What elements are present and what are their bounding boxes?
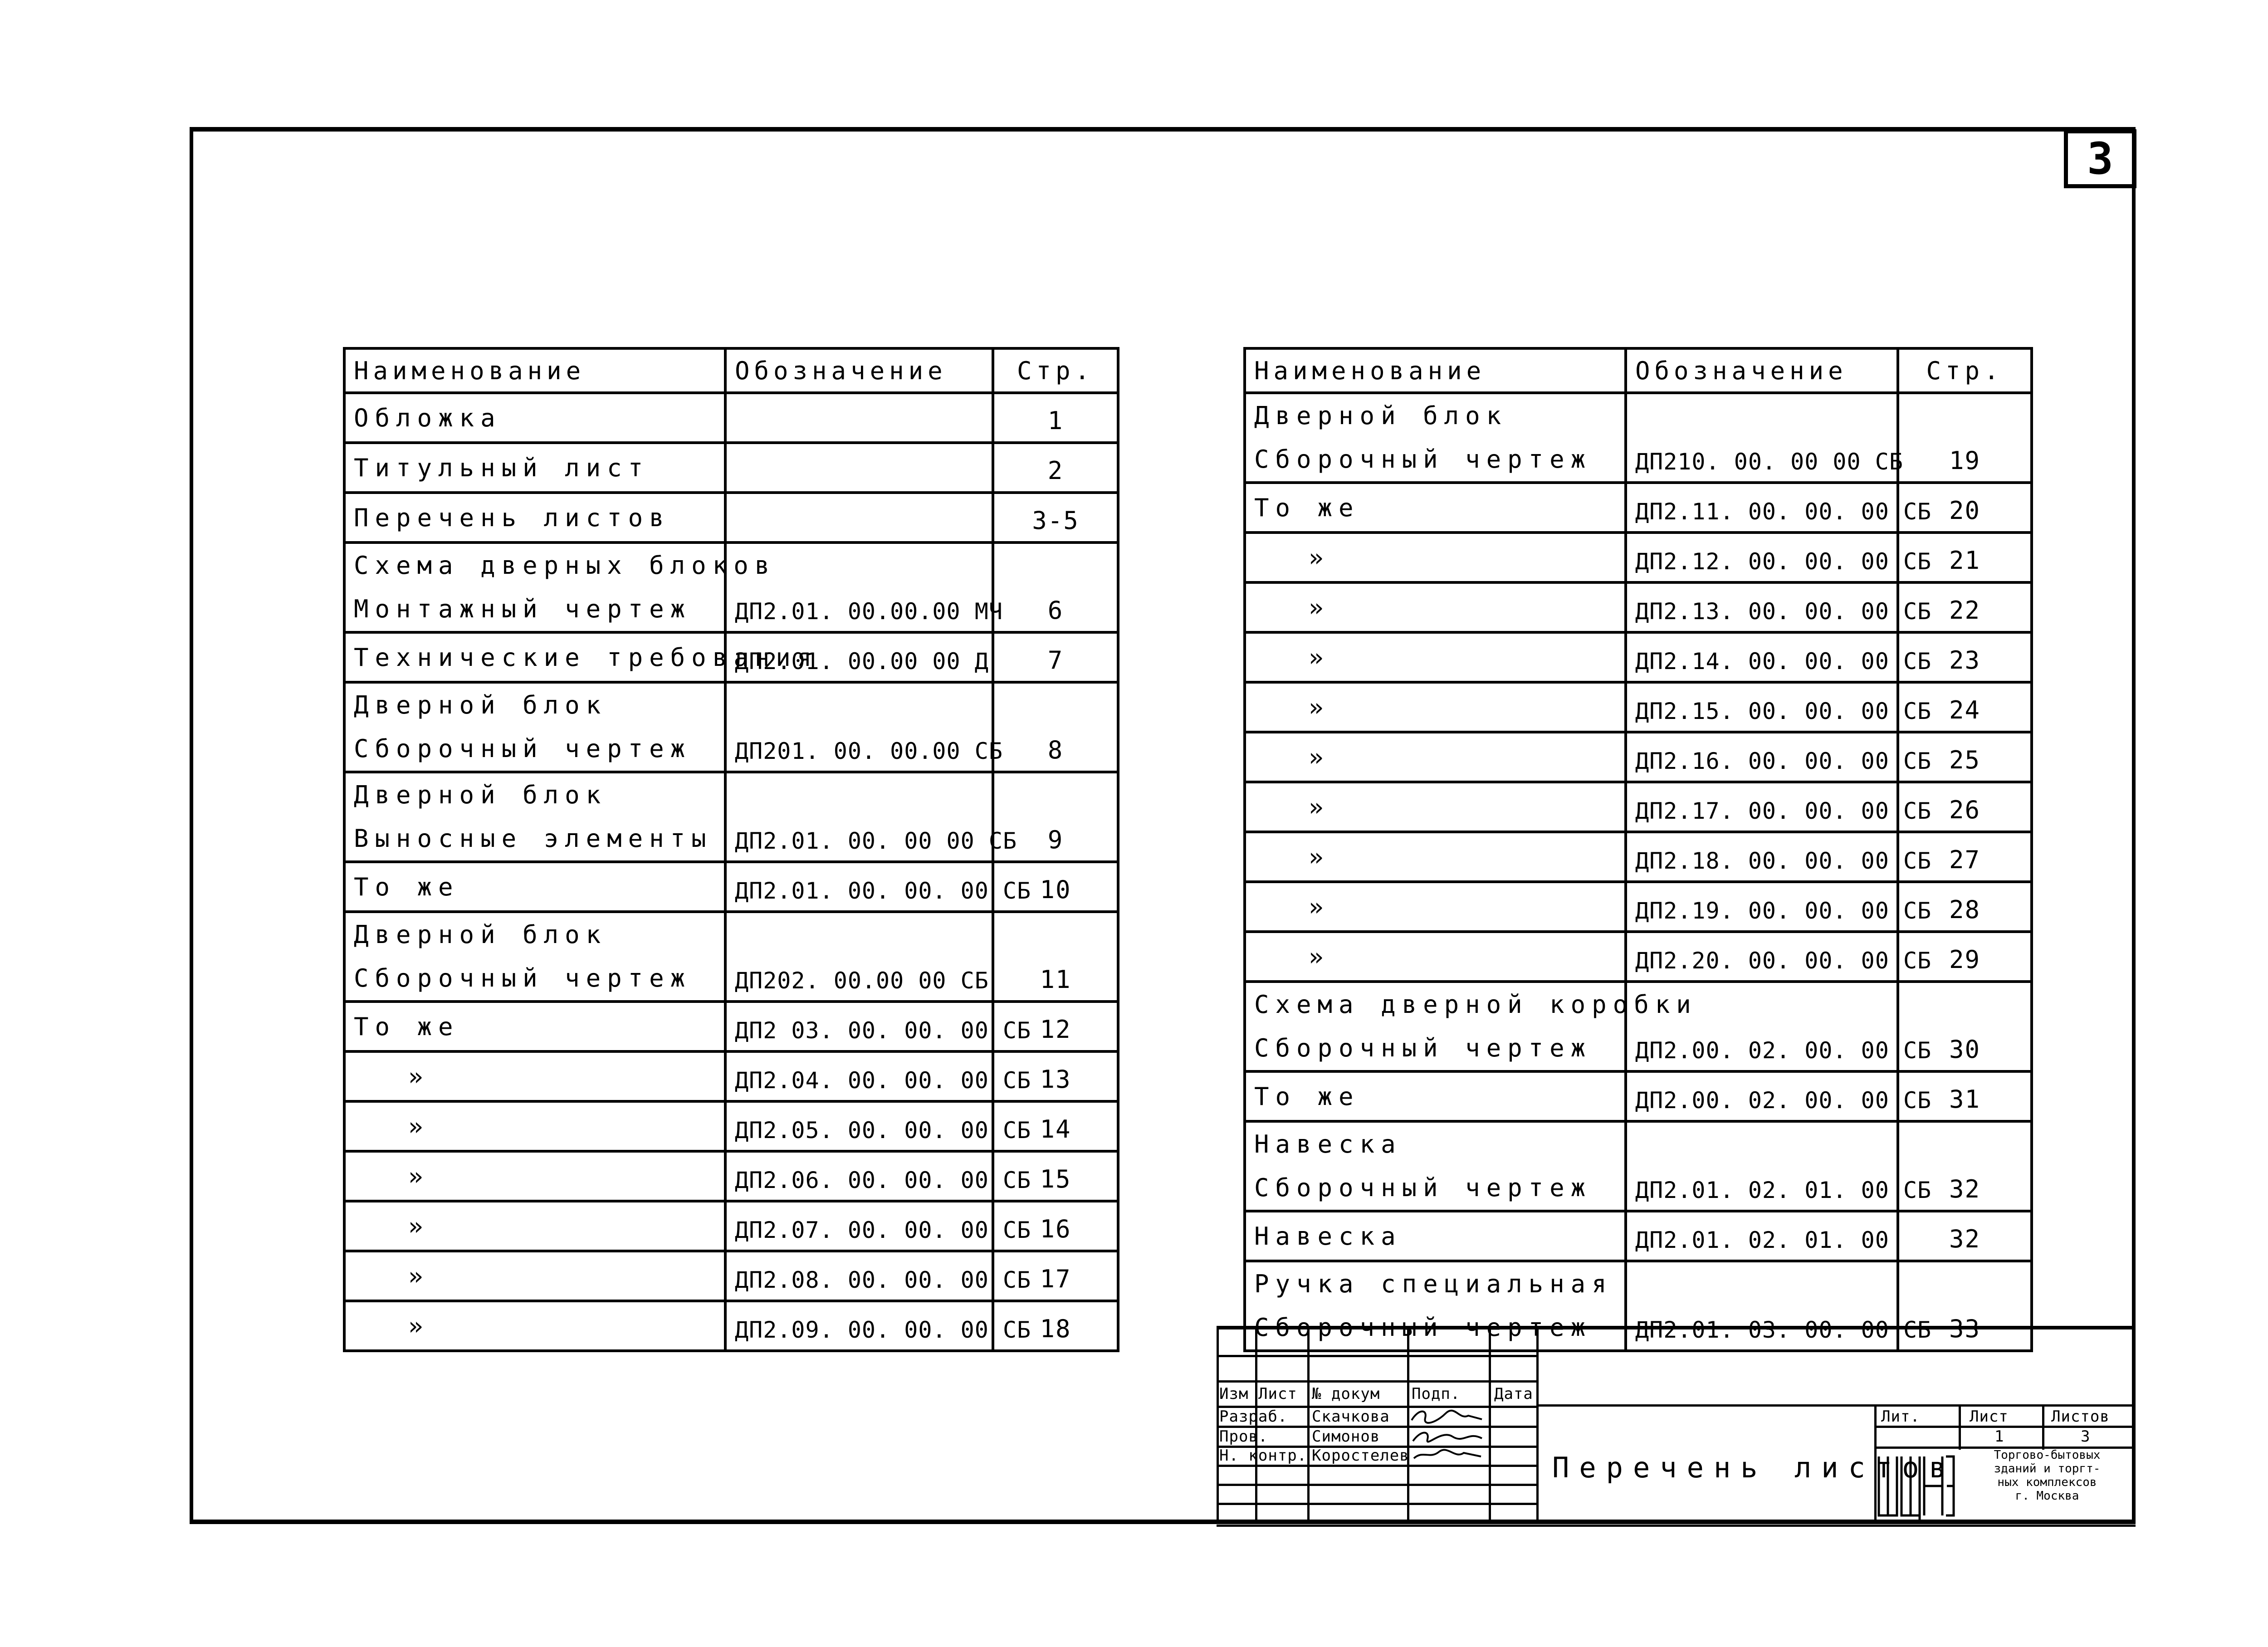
sheet-name-line: » — [1309, 842, 1330, 871]
sheet-name-line: » — [1309, 892, 1330, 921]
table-row — [1245, 533, 2032, 582]
sheet-name-line: Дверной блок — [1254, 401, 1508, 430]
page-number-cell: 25 — [1898, 732, 2032, 782]
designation-cell: ДП2.20. 00. 00. 00 СБ — [1626, 932, 1898, 982]
header-name: Наименование — [344, 348, 725, 393]
designation-cell: ДП2.04. 00. 00. 00 СБ — [725, 1051, 993, 1101]
table-row — [344, 772, 1118, 862]
sheet-name-cell — [344, 493, 725, 542]
sheet-name-line: » — [1309, 942, 1330, 971]
table-row — [344, 632, 1118, 682]
table-row — [1245, 1211, 2032, 1261]
table-row — [344, 1101, 1118, 1151]
designation-cell: ДП2.07. 00. 00. 00 СБ — [725, 1201, 993, 1251]
sheet-name-line: » — [408, 1212, 430, 1241]
designation-cell: ДП2.01. 00.00.00 МЧ — [725, 542, 993, 632]
page-number-cell: 23 — [1898, 632, 2032, 682]
header-page: Стр. — [993, 348, 1118, 393]
table-row — [344, 912, 1118, 1002]
sheet-name-line: Дверной блок — [354, 781, 607, 809]
sheet-label: Лист — [1970, 1408, 2009, 1426]
page-number-cell: 2 — [993, 443, 1118, 493]
sheet-name-cell — [344, 443, 725, 493]
sheet-name-line: Выносные элементы — [354, 824, 713, 853]
page-number-cell: 14 — [993, 1101, 1118, 1151]
page-number-cell: 7 — [993, 632, 1118, 682]
page-number-cell: 18 — [993, 1301, 1118, 1351]
sheet-name-line: » — [1309, 693, 1330, 722]
sheet-name-line: То же — [354, 1012, 459, 1041]
designation-cell: ДП2.06. 00. 00. 00 СБ — [725, 1151, 993, 1201]
sheet-name-line: » — [1309, 643, 1330, 672]
sheet-name-cell — [344, 912, 725, 1002]
table-row — [344, 1301, 1118, 1351]
sheet-name-line: Ручка специальная — [1254, 1270, 1613, 1298]
signature-norm-control — [1409, 1446, 1486, 1465]
designation-cell: ДП2.19. 00. 00. 00 СБ — [1626, 882, 1898, 932]
col-header-doc-number: № докум — [1312, 1385, 1380, 1403]
designation-cell: ДП2.13. 00. 00. 00 СБ — [1626, 582, 1898, 632]
sheet-name-cell — [1245, 1121, 1626, 1211]
sheet-name-cell — [344, 1002, 725, 1051]
designation-cell: ДП2.11. 00. 00. 00 СБ — [1626, 483, 1898, 533]
sheets-label: Листов — [2051, 1408, 2110, 1426]
table-row — [1245, 932, 2032, 982]
table-header-row — [1245, 348, 2032, 393]
sheet-name-line: » — [408, 1162, 430, 1191]
sheet-name-line: Сборочный чертеж — [354, 964, 692, 992]
sheet-name-cell — [344, 1201, 725, 1251]
header-designation: Обозначение — [725, 348, 993, 393]
sheet-name-line: » — [1309, 792, 1330, 821]
col-header-date: Дата — [1494, 1385, 1533, 1403]
sheet-name-cell — [344, 1101, 725, 1151]
designation-cell: ДП2.14. 00. 00. 00 СБ — [1626, 632, 1898, 682]
sheet-name-line: Сборочный чертеж — [354, 734, 692, 763]
sheet-name-cell — [344, 542, 776, 632]
designation-cell: ДП2.01. 02. 01. 00 СБ — [1626, 1121, 1898, 1211]
header-designation: Обозначение — [1626, 348, 1898, 393]
sheet-name-cell — [1245, 1071, 1626, 1121]
page-number-cell: 29 — [1898, 932, 2032, 982]
designation-cell — [725, 493, 993, 542]
page-number-cell: 31 — [1898, 1071, 2032, 1121]
sheet-name-cell — [1245, 782, 1626, 832]
sheet-name-line: » — [408, 1112, 430, 1141]
table-row — [1245, 1121, 2032, 1211]
table-row — [344, 862, 1118, 912]
signature-checker — [1409, 1427, 1486, 1446]
page-number-cell: 28 — [1898, 882, 2032, 932]
sheet-name-line: То же — [354, 872, 459, 901]
person-norm-control: Коростелев — [1312, 1447, 1409, 1465]
table-row — [1245, 732, 2032, 782]
sheet-name-cell — [1245, 533, 1626, 582]
sheet-name-cell — [344, 393, 725, 443]
table-row — [344, 542, 1118, 632]
sheet-name-line: Титульный лист — [354, 453, 650, 482]
lit-label: Лит. — [1881, 1408, 1920, 1426]
sheet-name-line: Схема дверных блоков — [354, 551, 776, 580]
sheet-name-line: Обложка — [354, 403, 502, 432]
organization-logo-icon — [1874, 1447, 1956, 1525]
title-block — [1217, 1326, 2136, 1524]
left-sheet-list-table — [343, 347, 1119, 1352]
designation-cell: ДП2.01. 00.00 00 Д — [725, 632, 993, 682]
designation-cell: ДП2.05. 00. 00. 00 СБ — [725, 1101, 993, 1151]
page-number-cell: 22 — [1898, 582, 2032, 632]
page-number-cell: 26 — [1898, 782, 2032, 832]
sheet-name-cell — [344, 1151, 725, 1201]
designation-cell: ДП2.12. 00. 00. 00 СБ — [1626, 533, 1898, 582]
page-number-cell: 11 — [993, 912, 1118, 1002]
sheet-name-cell — [344, 862, 725, 912]
designation-cell: ДП201. 00. 00.00 СБ — [725, 682, 993, 772]
table-row — [1245, 832, 2032, 882]
sheet-name-line: » — [1309, 543, 1330, 572]
sheet-name-line: Технические требования — [354, 643, 818, 672]
page-number-cell: 1 — [993, 393, 1118, 443]
table-row — [1245, 1071, 2032, 1121]
sheet-name-cell — [344, 1301, 725, 1351]
table-row — [344, 1002, 1118, 1051]
designation-cell: ДП210. 00. 00 00 СБ — [1626, 393, 1898, 483]
table-row — [1245, 682, 2032, 732]
page-number-cell: 32 — [1898, 1121, 2032, 1211]
table-row — [1245, 982, 2032, 1071]
designation-cell — [725, 443, 993, 493]
sheet-name-line: Сборочный чертеж — [1254, 445, 1592, 474]
sheet-name-line: » — [408, 1062, 430, 1091]
sheet-name-line: Навеска — [1254, 1130, 1402, 1158]
sheet-name-cell — [1245, 832, 1626, 882]
sheet-name-line: Сборочный чертеж — [1254, 1173, 1592, 1202]
col-header-signature: Подп. — [1412, 1385, 1461, 1403]
table-row — [344, 1251, 1118, 1301]
table-row — [1245, 782, 2032, 832]
sheet-number: 3 — [2064, 129, 2136, 188]
col-header-list: Лист — [1258, 1385, 1297, 1403]
page-number-cell: 33 — [1898, 1261, 2032, 1351]
table-row — [344, 1151, 1118, 1201]
designation-cell: ДП2.01. 00. 00. 00 СБ — [725, 862, 993, 912]
sheet-name-line: То же — [1254, 493, 1360, 522]
designation-cell: ДП2.17. 00. 00. 00 СБ — [1626, 782, 1898, 832]
sheet-name-line: » — [408, 1311, 430, 1340]
sheet-name-line: Сборочный чертеж — [1254, 1034, 1592, 1062]
page-number-cell: 30 — [1898, 982, 2032, 1071]
sheet-name-cell — [1245, 982, 1697, 1071]
sheet-value: 1 — [1994, 1427, 2004, 1446]
right-sheet-list-table — [1243, 347, 2033, 1352]
table-row — [1245, 483, 2032, 533]
col-header-izm: Изм — [1219, 1385, 1249, 1403]
person-developer: Скачкова — [1312, 1408, 1390, 1426]
designation-cell: ДП2.01. 02. 01. 00 — [1626, 1211, 1898, 1261]
document-title: Перечень листов — [1552, 1451, 1956, 1484]
table-header-row — [344, 348, 1118, 393]
role-developer: Разраб. — [1219, 1408, 1288, 1426]
sheet-name-cell — [344, 772, 725, 862]
sheet-name-cell — [1245, 682, 1626, 732]
table-row — [1245, 393, 2032, 483]
page-number-cell: 8 — [993, 682, 1118, 772]
sheet-name-cell — [1245, 932, 1626, 982]
sheet-name-line: Дверной блок — [354, 691, 607, 719]
designation-cell: ДП2.00. 02. 00. 00 СБ — [1626, 1071, 1898, 1121]
table-row — [344, 443, 1118, 493]
sheet-name-cell — [1245, 1211, 1626, 1261]
sheet-name-line: Монтажный чертеж — [354, 595, 692, 623]
page-number-cell: 10 — [993, 862, 1118, 912]
table-row — [344, 493, 1118, 542]
table-row — [344, 393, 1118, 443]
role-checker: Пров. — [1219, 1427, 1268, 1446]
table-row — [1245, 632, 2032, 682]
sheet-name-cell — [1245, 582, 1626, 632]
role-norm-control: Н. контр. — [1219, 1447, 1307, 1465]
designation-cell: ДП2.08. 00. 00. 00 СБ — [725, 1251, 993, 1301]
designation-cell: ДП2.00. 02. 00. 00 СБ — [1626, 982, 1898, 1071]
person-checker: Симонов — [1312, 1427, 1380, 1446]
page-number-cell: 21 — [1898, 533, 2032, 582]
designation-cell: ДП2.18. 00. 00. 00 СБ — [1626, 832, 1898, 882]
page-number-cell: 13 — [993, 1051, 1118, 1101]
designation-cell: ДП2.01. 03. 00. 00 СБ — [1626, 1261, 1898, 1351]
sheet-name-cell — [1245, 483, 1626, 533]
designation-cell: ДП202. 00.00 00 СБ — [725, 912, 993, 1002]
designation-cell: ДП2.01. 00. 00 00 СБ — [725, 772, 993, 862]
sheets-value: 3 — [2081, 1427, 2091, 1446]
page-number-cell: 20 — [1898, 483, 2032, 533]
organization-name: Торгово-бытовых зданий и торгт- ных комплексов г. Москва — [1994, 1448, 2101, 1503]
page-number-cell: 17 — [993, 1251, 1118, 1301]
sheet-name-line: Перечень листов — [354, 503, 670, 532]
page-number-cell: 24 — [1898, 682, 2032, 732]
designation-cell: ДП2 03. 00. 00. 00 СБ — [725, 1002, 993, 1051]
table-row — [344, 1051, 1118, 1101]
sheet-name-line: Дверной блок — [354, 920, 607, 949]
page-number-cell: 27 — [1898, 832, 2032, 882]
table-row — [344, 1201, 1118, 1251]
sheet-name-line: То же — [1254, 1082, 1360, 1111]
table-row — [1245, 582, 2032, 632]
sheet-name-cell — [344, 1251, 725, 1301]
page-number-cell: 3-5 — [993, 493, 1118, 542]
sheet-name-line: Навеска — [1254, 1222, 1402, 1251]
page-number-cell: 16 — [993, 1201, 1118, 1251]
table-row — [1245, 882, 2032, 932]
table-row — [344, 682, 1118, 772]
sheet-name-line: » — [1309, 593, 1330, 622]
sheet-name-cell — [1245, 732, 1626, 782]
sheet-name-line: » — [408, 1261, 430, 1290]
designation-cell: ДП2.15. 00. 00. 00 СБ — [1626, 682, 1898, 732]
page-number-cell: 9 — [993, 772, 1118, 862]
header-page: Стр. — [1898, 348, 2032, 393]
header-name: Наименование — [1245, 348, 1626, 393]
sheet-name-line: Сборочный чертеж — [1254, 1313, 1592, 1342]
sheet-name-cell — [344, 1051, 725, 1101]
sheet-name-cell — [1245, 632, 1626, 682]
designation-cell: ДП2.09. 00. 00. 00 СБ — [725, 1301, 993, 1351]
sheet-name-cell — [344, 632, 818, 682]
designation-cell: ДП2.16. 00. 00. 00 СБ — [1626, 732, 1898, 782]
page-number-cell: 12 — [993, 1002, 1118, 1051]
page-number-cell: 6 — [993, 542, 1118, 632]
sheet-name-cell — [1245, 882, 1626, 932]
designation-cell — [725, 393, 993, 443]
page-number-cell: 15 — [993, 1151, 1118, 1201]
signature-developer — [1409, 1407, 1486, 1426]
sheet-name-cell — [1245, 393, 1626, 483]
sheet-name-line: » — [1309, 743, 1330, 772]
page-number-cell: 32 — [1898, 1211, 2032, 1261]
page-number-cell: 19 — [1898, 393, 2032, 483]
sheet-name-cell — [344, 682, 725, 772]
sheet-name-line: Схема дверной коробки — [1254, 990, 1697, 1019]
